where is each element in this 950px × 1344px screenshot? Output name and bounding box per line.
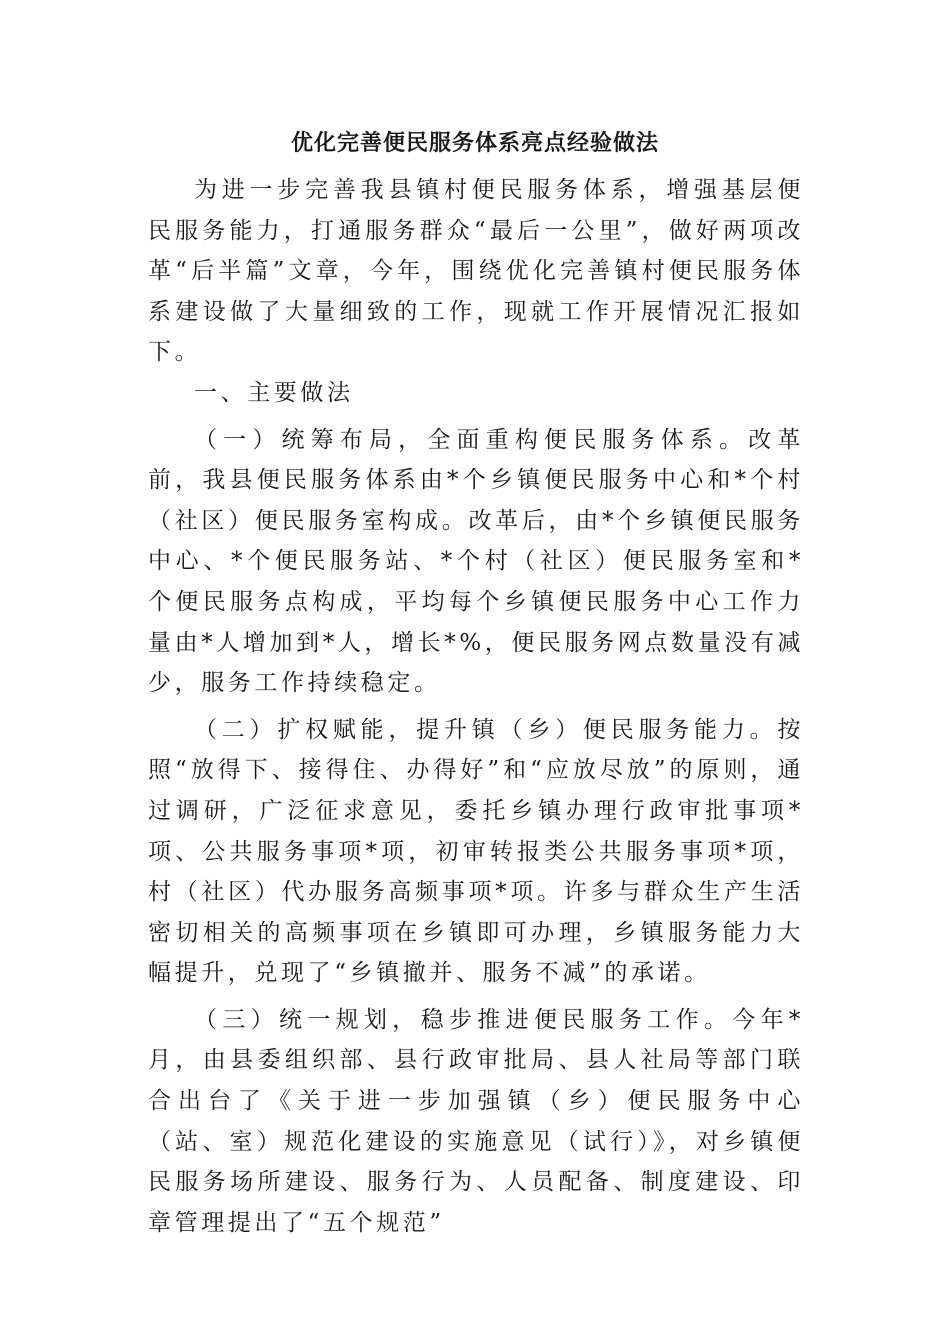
document-body bbox=[148, 170, 804, 1243]
section-heading: 一、主要做法 bbox=[194, 379, 354, 406]
body-paragraph-1: （一）统筹布局，全面重构便民服务体系。改革前，我县便民服务体系由*个乡镇便民服务中心和*个村（社区）便民服务室构成。改革后，由*个乡镇便民服务中心、*个便民服务站、*个村（社区）便民服务室和*个便民服务点构成，平均每个乡镇便民服务中心工作力量由*人增加到*人，增长*%，便民服务网点数量没有减少，服务工作持续稳定。 bbox=[148, 426, 804, 697]
body-paragraph-2: （二）扩权赋能，提升镇（乡）便民服务能力。按照“放得下、接得住、办得好”和“应放尽放”的原则，通过调研，广泛征求意见，委托乡镇办理行政审批事项*项、公共服务事项*项，初审转报类公共服务事项*项，村（社区）代办服务高频事项*项。许多与群众生产生活密切相关的高频事项在乡镇即可办理，乡镇服务能力大幅提升，兑现了“乡镇撤并、服务不减”的承诺。 bbox=[148, 716, 804, 987]
body-paragraph-3: （三）统一规划，稳步推进便民服务工作。今年*月，由县委组织部、县行政审批局、县人社局等部门联合出台了《关于进一步加强镇（乡）便民服务中心（站、室）规范化建设的实施意见（试行）》，对乡镇便民服务场所建设、服务行为、人员配备、制度建设、印章管理提出了“五个规范” bbox=[148, 1006, 804, 1236]
intro-paragraph: 为进一步完善我县镇村便民服务体系，增强基层便民服务能力，打通服务群众“最后一公里”，做好两项改革“后半篇”文章，今年，围绕优化完善镇村便民服务体系建设做了大量细致的工作，现就工作开展情况汇报如下。 bbox=[148, 177, 804, 366]
document-title: 优化完善便民服务体系亮点经验做法 bbox=[290, 130, 659, 156]
